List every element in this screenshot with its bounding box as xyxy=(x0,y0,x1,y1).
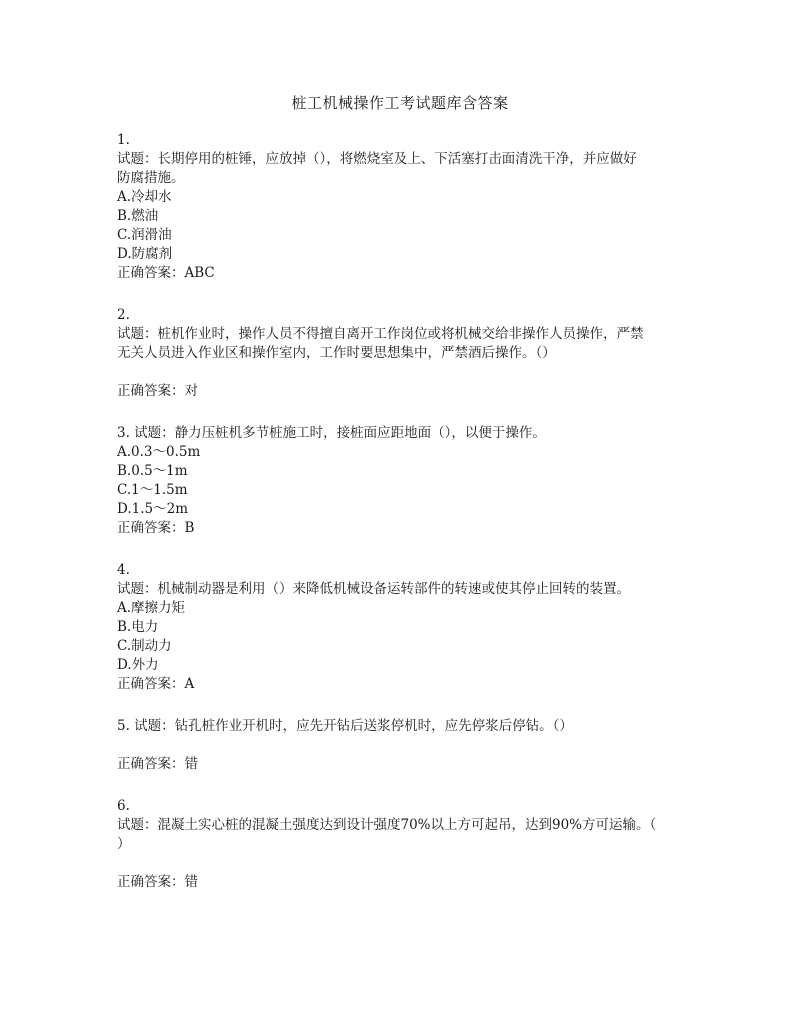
question-6 xyxy=(117,797,692,892)
option-b: B.电力 xyxy=(117,619,159,635)
option-d: D.外力 xyxy=(117,657,159,673)
question-number: 2. xyxy=(117,307,130,323)
correct-answer: 正确答案：A xyxy=(117,676,195,692)
question-stem-line: 试题：机械制动器是利用（）来降低机械设备运转部件的转速或使其停止回转的装置。 xyxy=(117,581,630,597)
spacer xyxy=(117,538,692,561)
question-stem-line: 试题：桩机作业时，操作人员不得擅自离开工作岗位或将机械交给非操作人员操作，严禁 xyxy=(117,326,644,342)
question-list xyxy=(117,131,692,892)
question-stem-line: 5. 试题：钻孔桩作业开机时，应先开钻后送浆停机时，应先停浆后停钻。（） xyxy=(117,718,573,734)
spacer xyxy=(117,694,692,717)
question-5 xyxy=(117,717,692,774)
correct-answer: 正确答案：错 xyxy=(117,874,198,890)
question-stem-line: 防腐措施。 xyxy=(117,170,185,186)
option-b: B.燃油 xyxy=(117,208,159,224)
spacer xyxy=(117,283,692,306)
question-stem-line: 试题：长期停用的桩锤，应放掉（），将燃烧室及上、下活塞打击面清洗干净，并应做好 xyxy=(117,151,637,167)
option-a: A.冷却水 xyxy=(117,189,172,205)
question-2 xyxy=(117,306,692,401)
option-a: A.0.3～0.5m xyxy=(117,444,201,460)
correct-answer: 正确答案：B xyxy=(117,520,195,536)
question-number: 6. xyxy=(117,798,130,814)
option-d: D.防腐剂 xyxy=(117,246,173,262)
question-4 xyxy=(117,561,692,694)
question-3 xyxy=(117,424,692,538)
option-c: C.1～1.5m xyxy=(117,482,188,498)
spacer xyxy=(117,854,692,873)
question-stem-line: 3. 试题：静力压桩机多节桩施工时，接桩面应距地面（），以便于操作。 xyxy=(117,425,546,441)
question-number: 1. xyxy=(117,132,130,148)
spacer xyxy=(117,363,692,382)
option-b: B.0.5～1m xyxy=(117,463,188,479)
question-1 xyxy=(117,131,692,283)
spacer xyxy=(117,401,692,424)
option-c: C.制动力 xyxy=(117,638,172,654)
option-a: A.摩擦力矩 xyxy=(117,600,186,616)
spacer xyxy=(117,774,692,797)
correct-answer: 正确答案：错 xyxy=(117,756,198,772)
option-c: C.润滑油 xyxy=(117,227,172,243)
option-d: D.1.5～2m xyxy=(117,501,188,517)
spacer xyxy=(117,736,692,755)
question-stem-line: 试题：混凝土实心桩的混凝土强度达到设计强度70%以上方可起吊，达到90%方可运输。（ xyxy=(117,817,657,833)
question-number: 4. xyxy=(117,562,130,578)
document-title: 桩工机械操作工考试题库含答案 xyxy=(291,94,509,112)
correct-answer: 正确答案：对 xyxy=(117,383,198,399)
correct-answer: 正确答案：ABC xyxy=(117,265,215,281)
question-stem-line: 无关人员进入作业区和操作室内，工作时要思想集中，严禁酒后操作。（） xyxy=(117,345,556,361)
question-stem-line: ） xyxy=(117,836,131,852)
